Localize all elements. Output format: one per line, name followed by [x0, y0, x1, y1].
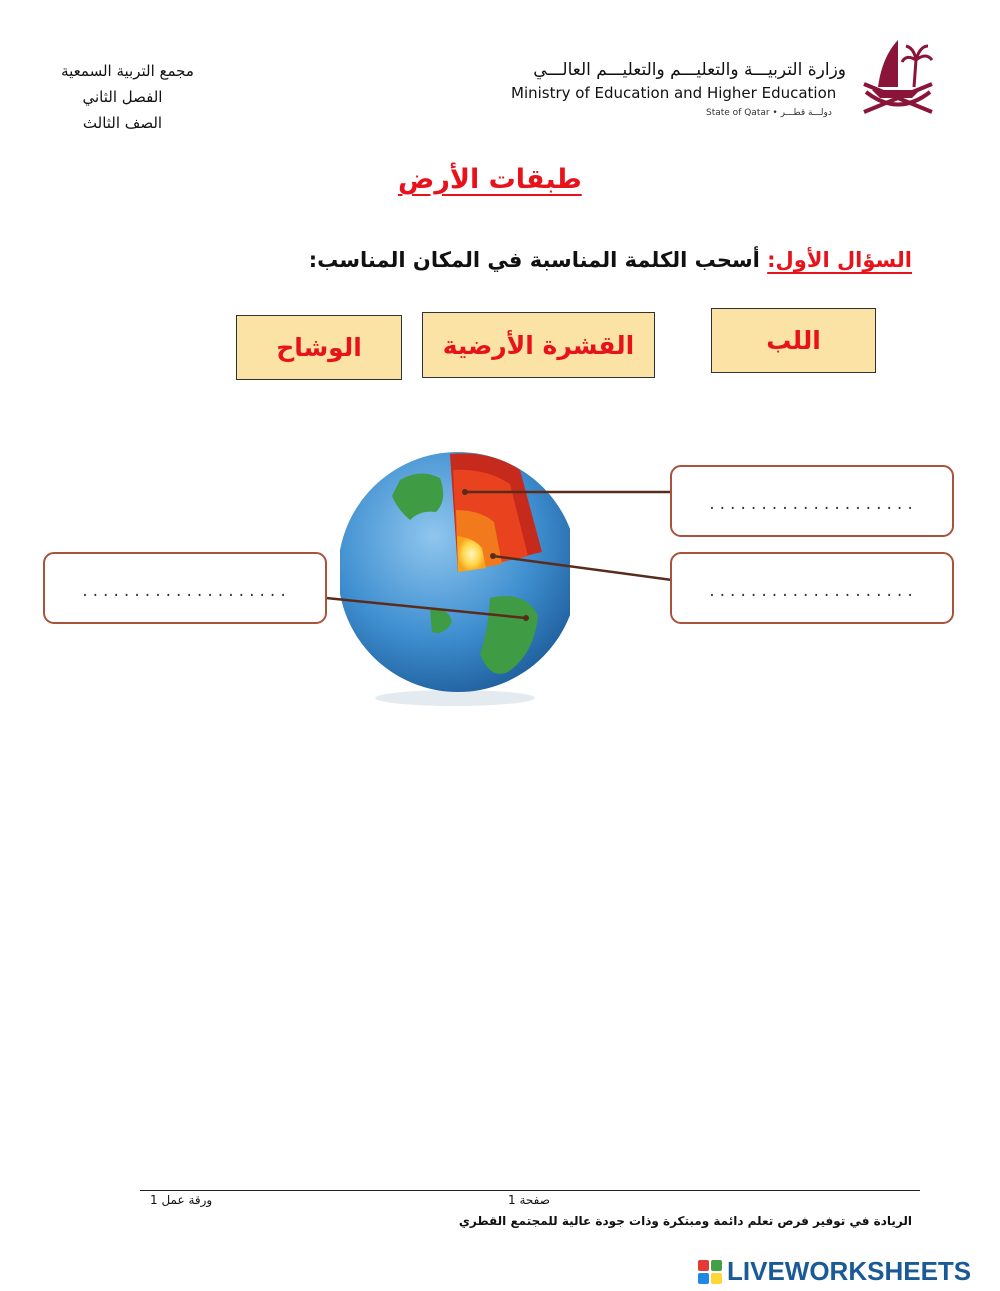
drop-zone-core[interactable]: .................... [670, 552, 954, 624]
liveworksheets-wordmark: LIVEWORKSHEETS [727, 1256, 972, 1286]
liveworksheets-icon [697, 1259, 723, 1285]
question-text: أسحب الكلمة المناسبة في المكان المناسب: [308, 248, 768, 272]
page-number: صفحة 1 [508, 1193, 550, 1207]
state-of-qatar: State of Qatar • دولـــة قطـــر [706, 108, 832, 118]
drop-zone-mantle[interactable]: .................... [43, 552, 327, 624]
ministry-name-english: Ministry of Education and Higher Education [511, 84, 837, 102]
liveworksheets-logo [697, 1256, 971, 1287]
grade-label: الصف الثالث [82, 114, 163, 132]
footer-motto: الريادة في توفير فرص تعلم دائمة ومبتكرة وذات جودة عالية للمجتمع القطري [458, 1214, 912, 1228]
worksheet-title: طبقات الأرض [398, 164, 582, 195]
school-name: مجمع التربية السمعية [61, 62, 194, 80]
word-crust[interactable]: القشرة الأرضية [422, 312, 655, 378]
drop-zone-crust[interactable]: .................... [670, 465, 954, 537]
question-label: السؤال الأول: [767, 248, 912, 272]
word-core[interactable]: اللب [711, 308, 876, 373]
footer-divider [140, 1190, 920, 1191]
semester-label: الفصل الثاني [82, 88, 163, 106]
word-mantle[interactable]: الوشاح [236, 315, 402, 380]
worksheet-number: ورقة عمل 1 [150, 1193, 213, 1207]
ministry-name-arabic: وزارة التربيـــة والتعليـــم والتعليـــم العالـــي [533, 60, 846, 80]
